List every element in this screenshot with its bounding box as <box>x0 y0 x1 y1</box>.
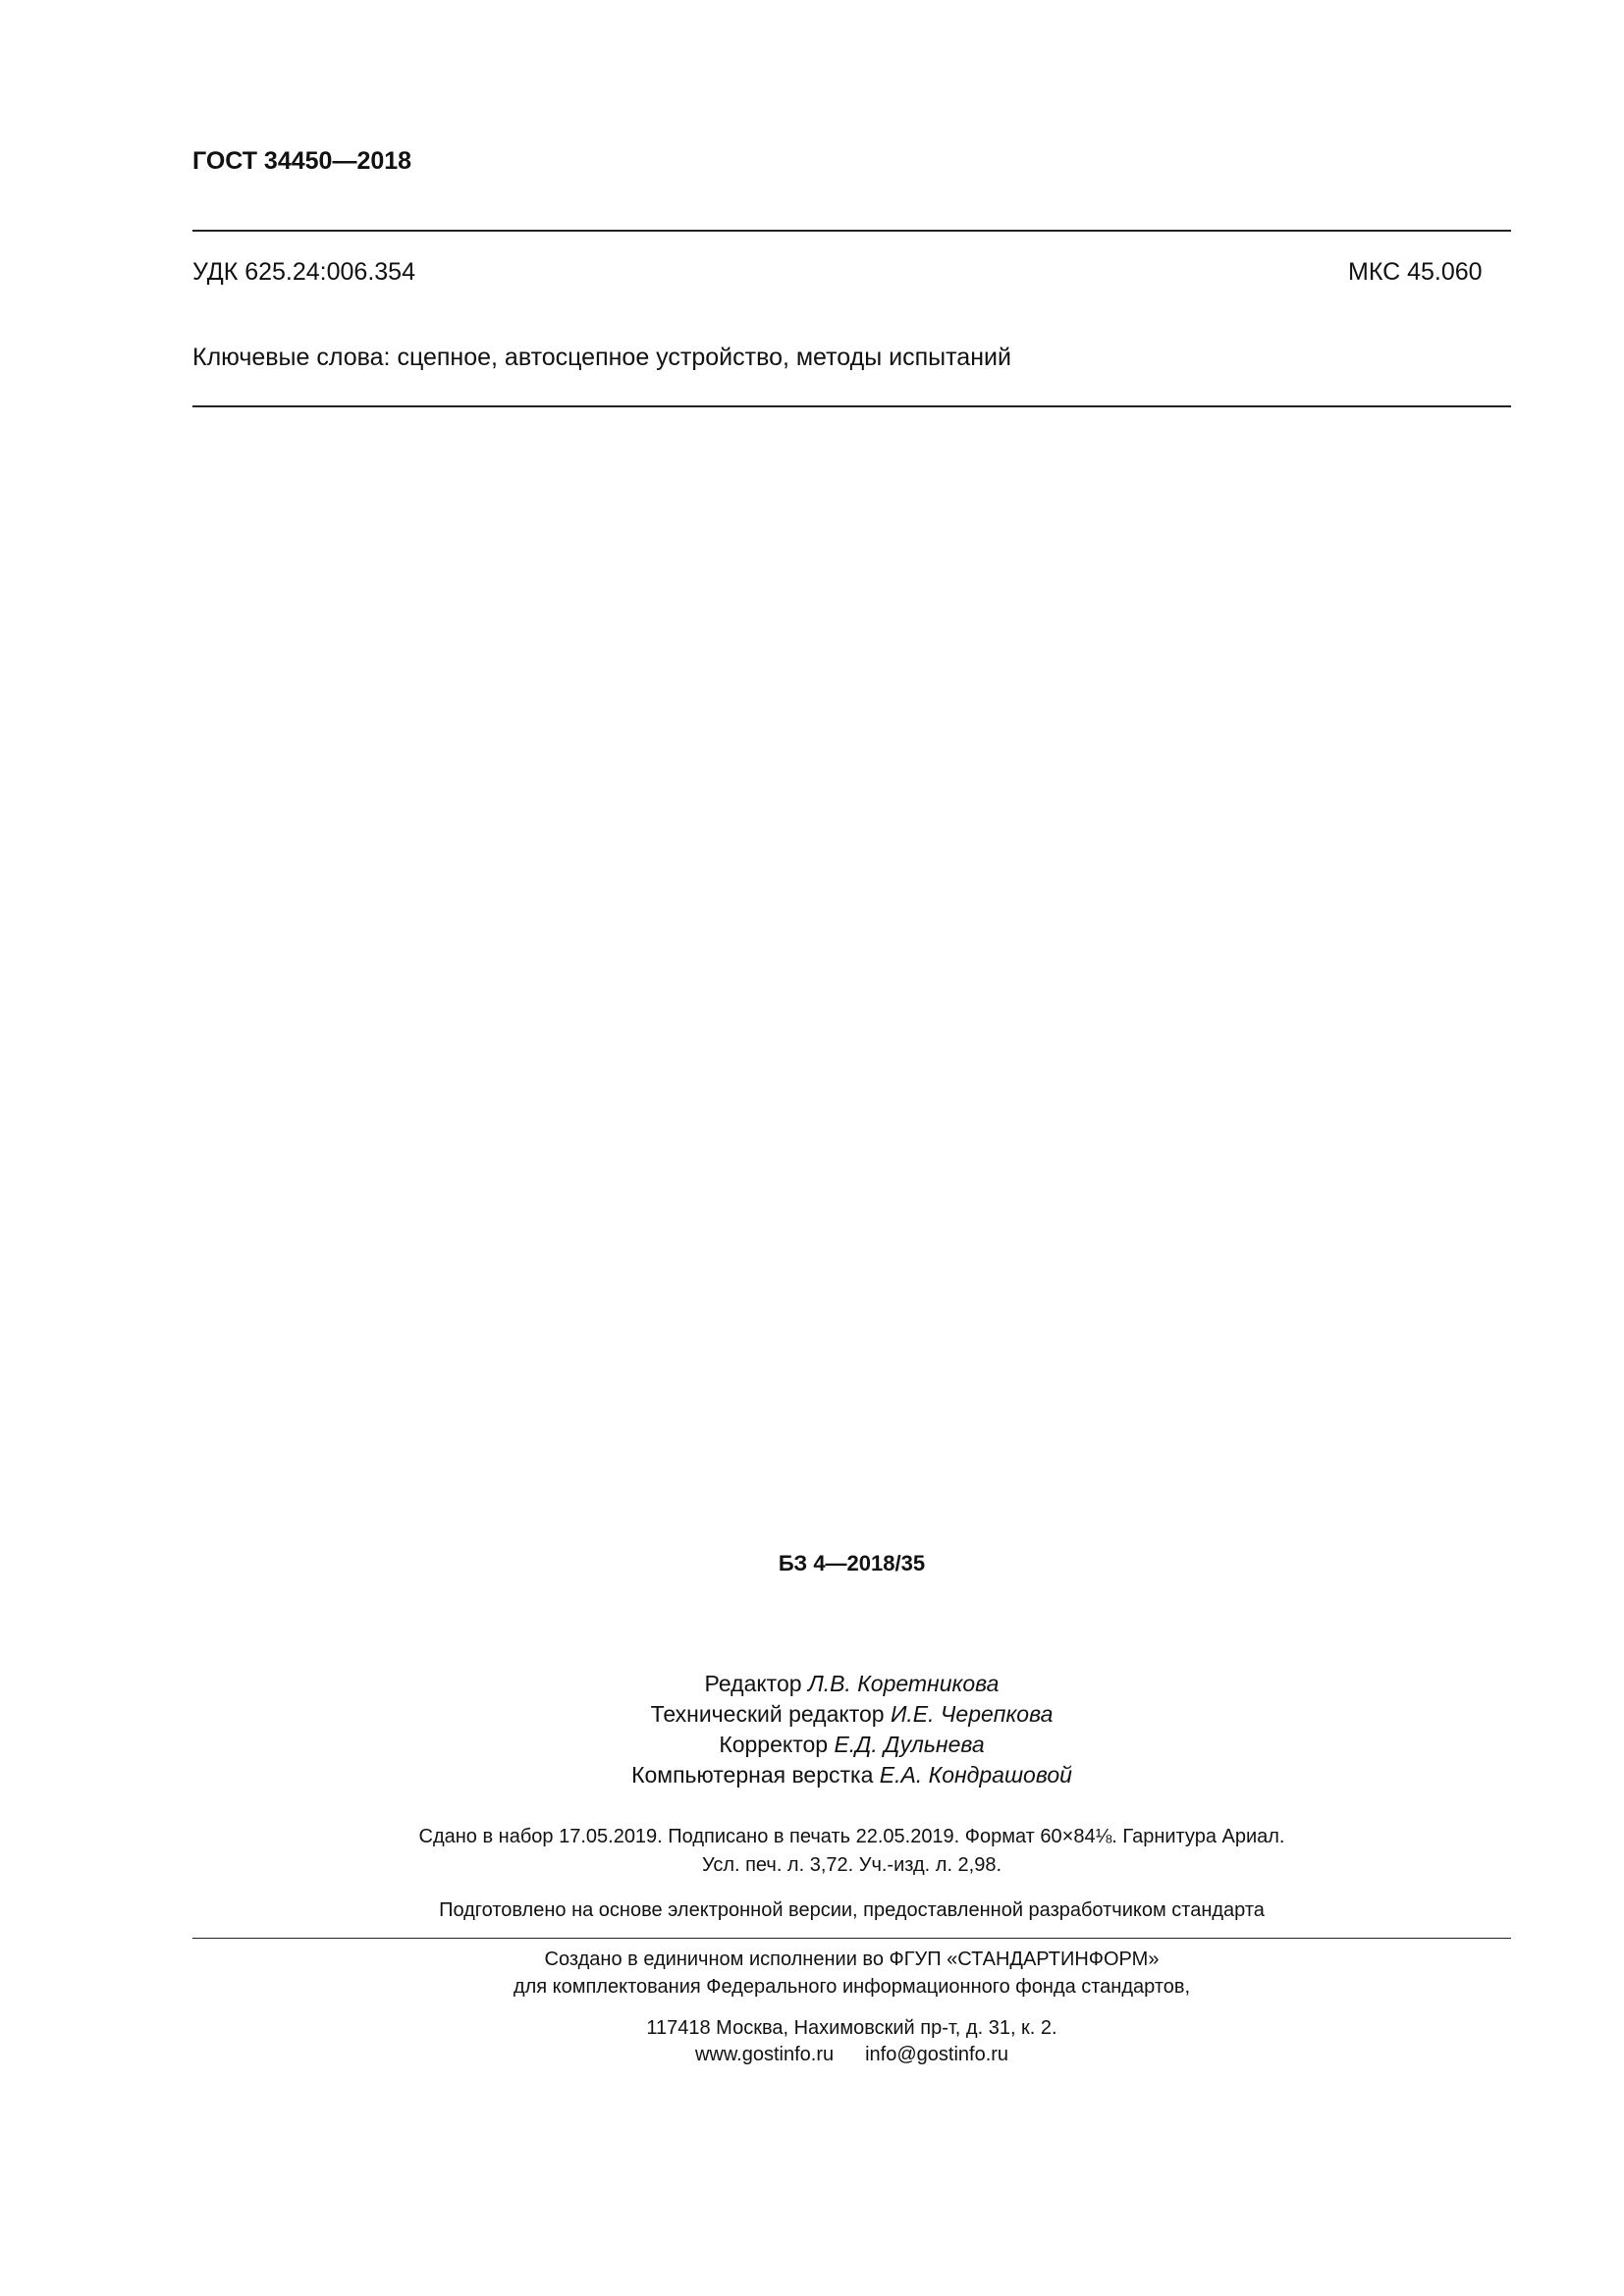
credit-line-layout <box>192 1762 1511 1789</box>
udk-code: УДК 625.24:006.354 <box>192 258 415 286</box>
credit-role: Компьютерная верстка <box>631 1762 874 1788</box>
mks-code: МКС 45.060 <box>1348 258 1483 286</box>
publisher-line-1: Создано в единичном исполнении во ФГУП «СТАНДАРТИНФОРМ» <box>544 1949 1160 1970</box>
standard-number: ГОСТ 34450—2018 <box>192 147 412 175</box>
divider-keywords <box>192 405 1511 407</box>
email-link[interactable]: info@gostinfo.ru <box>865 2044 1009 2065</box>
credit-line-corrector <box>192 1732 1511 1758</box>
website-link[interactable]: www.gostinfo.ru <box>694 2044 835 2065</box>
divider-bottom <box>192 1938 1511 1939</box>
divider-top <box>192 230 1511 232</box>
publisher-contacts <box>192 2044 1511 2066</box>
imprint-line-1: Сдано в набор 17.05.2019. Подписано в печать 22.05.2019. Формат 60×84⅛. Гарнитура Ариал. <box>418 1826 1285 1847</box>
credit-role: Корректор <box>719 1732 829 1757</box>
credit-line-editor <box>192 1671 1511 1697</box>
credit-name: И.Е. Черепкова <box>890 1701 1054 1727</box>
imprint-line-2: Усл. печ. л. 3,72. Уч.-изд. л. 2,98. <box>701 1854 1002 1876</box>
credit-line-tech-editor <box>192 1701 1511 1728</box>
publisher-address: 117418 Москва, Нахимовский пр-т, д. 31, к. 2. <box>646 2017 1057 2039</box>
credit-role: Технический редактор <box>650 1701 885 1727</box>
bz-number: БЗ 4—2018/35 <box>778 1551 926 1575</box>
prepared-note: Подготовлено на основе электронной версии, предоставленной разработчиком стандарта <box>439 1899 1265 1921</box>
publisher-line-2: для комплектования Федерального информационного фонда стандартов, <box>513 1976 1191 1998</box>
credit-name: Е.А. Кондрашовой <box>879 1762 1072 1788</box>
keywords-line: Ключевые слова: сцепное, автосцепное устройство, методы испытаний <box>192 344 1011 371</box>
credit-name: Е.Д. Дульнева <box>834 1732 985 1757</box>
credit-name: Л.В. Коретникова <box>807 1671 1000 1696</box>
credit-role: Редактор <box>704 1671 802 1696</box>
